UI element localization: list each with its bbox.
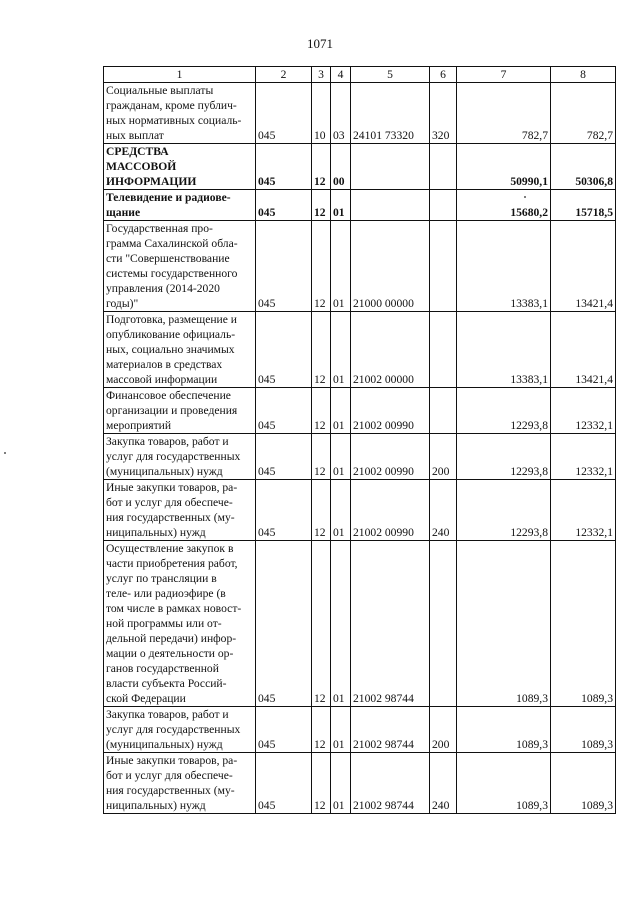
expense-type	[430, 221, 457, 312]
row-name: Закупка товаров, работ и услуг для государственных (муниципальных) нужд	[104, 707, 256, 753]
row-name: Государственная про- грамма Сахалинской обла- сти "Совершенствование системы государственного управления (2014-2020 годы)"	[104, 221, 256, 312]
table-row	[104, 83, 616, 144]
target-article: 21002 00990	[351, 434, 430, 480]
expense-type	[430, 144, 457, 190]
ministry-code: 045	[256, 541, 312, 707]
row-name: Подготовка, размещение и опубликование официаль- ных, социально значимых материалов в средствах массовой информации	[104, 312, 256, 388]
target-article: 21002 98744	[351, 707, 430, 753]
row-name: Социальные выплаты гражданам, кроме публич- ных нормативных социаль- ных выплат	[104, 83, 256, 144]
table-row	[104, 541, 616, 707]
header-cell: 4	[331, 67, 351, 83]
amount-year-1: 12293,8	[457, 480, 551, 541]
expense-type	[430, 190, 457, 221]
ministry-code: 045	[256, 312, 312, 388]
expense-type: 200	[430, 434, 457, 480]
ministry-code: 045	[256, 388, 312, 434]
target-article: 21002 98744	[351, 753, 430, 814]
row-name: Телевидение и радиове- щание	[104, 190, 256, 221]
ministry-code: 045	[256, 221, 312, 312]
subsection-code: 01	[331, 480, 351, 541]
target-article: 21002 98744	[351, 541, 430, 707]
ministry-code: 045	[256, 144, 312, 190]
ministry-code: 045	[256, 753, 312, 814]
amount-year-2: 12332,1	[551, 434, 616, 480]
table-row	[104, 190, 616, 221]
amount-year-2: 1089,3	[551, 541, 616, 707]
subsection-code: 01	[331, 541, 351, 707]
section-code: 12	[312, 312, 331, 388]
amount-year-2: 15718,5	[551, 190, 616, 221]
amount-year-1: 12293,8	[457, 434, 551, 480]
section-code: 12	[312, 707, 331, 753]
amount-year-1: 782,7	[457, 83, 551, 144]
amount-year-1: 1089,3	[457, 753, 551, 814]
budget-table	[103, 66, 616, 814]
target-article: 24101 73320	[351, 83, 430, 144]
amount-year-1: 50990,1	[457, 144, 551, 190]
amount-year-1: 13383,1	[457, 221, 551, 312]
row-name: Иные закупки товаров, ра- бот и услуг для обеспече- ния государственных (му- ниципальных) нужд	[104, 753, 256, 814]
amount-year-1: 1089,3	[457, 707, 551, 753]
amount-year-2: 1089,3	[551, 753, 616, 814]
subsection-code: 01	[331, 753, 351, 814]
section-code: 12	[312, 434, 331, 480]
section-code: 12	[312, 190, 331, 221]
row-name: Осуществление закупок в части приобретения работ, услуг по трансляции в теле- или радиоэфире (в том числе в рамках новост- ной программы или от- дельной передачи) инфор- мации о деятельности ор- ганов государственной власти субъекта Россий- ской Федерации	[104, 541, 256, 707]
subsection-code: 01	[331, 190, 351, 221]
amount-year-2: 1089,3	[551, 707, 616, 753]
expense-type	[430, 541, 457, 707]
table-row	[104, 753, 616, 814]
target-article: 21002 00990	[351, 480, 430, 541]
subsection-code: 03	[331, 83, 351, 144]
header-cell: 6	[430, 67, 457, 83]
header-cell: 1	[104, 67, 256, 83]
row-name: СРЕДСТВА МАССОВОЙ ИНФОРМАЦИИ	[104, 144, 256, 190]
header-cell: 5	[351, 67, 430, 83]
section-code: 12	[312, 388, 331, 434]
amount-year-2: 13421,4	[551, 221, 616, 312]
section-code: 12	[312, 221, 331, 312]
section-code: 10	[312, 83, 331, 144]
amount-year-1: 13383,1	[457, 312, 551, 388]
ministry-code: 045	[256, 190, 312, 221]
row-name: Иные закупки товаров, ра- бот и услуг для обеспече- ния государственных (му- ниципальных) нужд	[104, 480, 256, 541]
subsection-code: 01	[331, 434, 351, 480]
scan-speck	[4, 452, 6, 454]
table-row	[104, 480, 616, 541]
subsection-code: 01	[331, 707, 351, 753]
section-code: 12	[312, 541, 331, 707]
expense-type: 200	[430, 707, 457, 753]
target-article	[351, 144, 430, 190]
amount-year-2: 50306,8	[551, 144, 616, 190]
ministry-code: 045	[256, 707, 312, 753]
amount-year-2: 13421,4	[551, 312, 616, 388]
table-row	[104, 707, 616, 753]
header-cell: 8	[551, 67, 616, 83]
header-cell: 3	[312, 67, 331, 83]
amount-year-1: 1089,3	[457, 541, 551, 707]
amount-year-2: 782,7	[551, 83, 616, 144]
subsection-code: 00	[331, 144, 351, 190]
expense-type: 240	[430, 480, 457, 541]
table-row	[104, 312, 616, 388]
ministry-code: 045	[256, 83, 312, 144]
section-code: 12	[312, 753, 331, 814]
amount-year-1: 15680,2	[457, 190, 551, 221]
target-article: 21002 00990	[351, 388, 430, 434]
page-number: 1071	[307, 36, 333, 51]
expense-type: 320	[430, 83, 457, 144]
section-code: 12	[312, 480, 331, 541]
subsection-code: 01	[331, 312, 351, 388]
target-article	[351, 190, 430, 221]
ministry-code: 045	[256, 480, 312, 541]
target-article: 21000 00000	[351, 221, 430, 312]
header-cell: 2	[256, 67, 312, 83]
table-row	[104, 434, 616, 480]
row-name: Финансовое обеспечение организации и проведения мероприятий	[104, 388, 256, 434]
ministry-code: 045	[256, 434, 312, 480]
amount-year-2: 12332,1	[551, 388, 616, 434]
scan-speck	[524, 196, 526, 198]
amount-year-2: 12332,1	[551, 480, 616, 541]
expense-type: 240	[430, 753, 457, 814]
row-name: Закупка товаров, работ и услуг для государственных (муниципальных) нужд	[104, 434, 256, 480]
table-row	[104, 144, 616, 190]
amount-year-1: 12293,8	[457, 388, 551, 434]
table-row	[104, 221, 616, 312]
section-code: 12	[312, 144, 331, 190]
header-row	[104, 67, 616, 83]
table-row	[104, 388, 616, 434]
header-cell: 7	[457, 67, 551, 83]
subsection-code: 01	[331, 221, 351, 312]
target-article: 21002 00000	[351, 312, 430, 388]
subsection-code: 01	[331, 388, 351, 434]
expense-type	[430, 388, 457, 434]
expense-type	[430, 312, 457, 388]
